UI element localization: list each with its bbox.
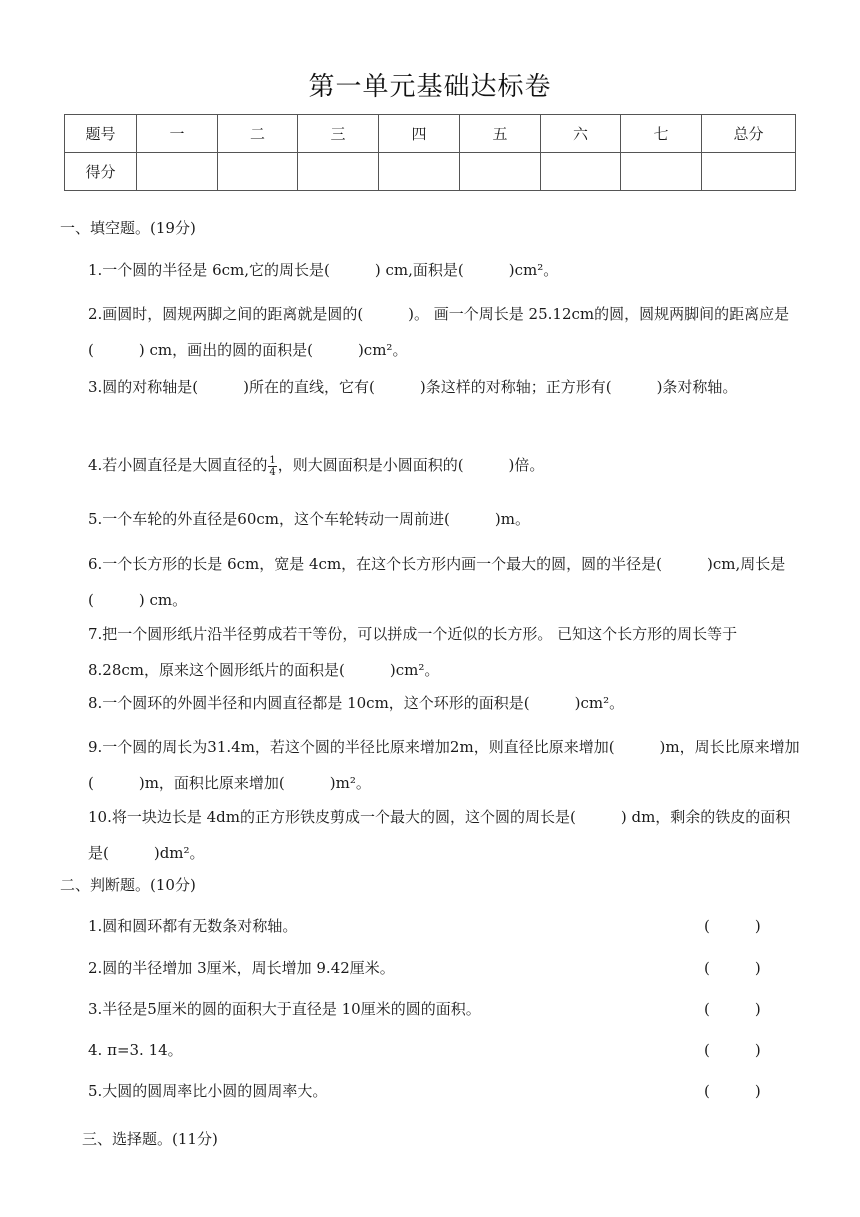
score-table-header-cell: 三 bbox=[298, 115, 379, 153]
score-table-header-cell: 题号 bbox=[65, 115, 137, 153]
question-7: 7.把一个圆形纸片沿半径剪成若干等份，可以拼成一个近似的长方形。 已知这个长方形的周长等于 8.28cm，原来这个圆形纸片的面积是( )cm²。 bbox=[88, 625, 738, 679]
tf-question-4: 4. π=3. 14。 bbox=[88, 1041, 183, 1059]
score-cell[interactable] bbox=[541, 153, 621, 191]
score-cell[interactable] bbox=[298, 153, 379, 191]
tf-answer-blank[interactable]: ( ) bbox=[704, 1082, 761, 1100]
section-heading-fill-in: 一、填空题。(19分) bbox=[60, 219, 196, 237]
score-cell[interactable] bbox=[460, 153, 541, 191]
score-table-score-row bbox=[65, 153, 796, 191]
score-table-header-cell: 六 bbox=[541, 115, 621, 153]
score-table-header-cell: 七 bbox=[621, 115, 702, 153]
question-10: 10.将一块边长是 4dm的正方形铁皮剪成一个最大的圆，这个圆的周长是( ) dm，剩余的铁皮的面积是( )dm²。 bbox=[88, 808, 791, 862]
score-cell[interactable] bbox=[702, 153, 796, 191]
tf-question-2: 2.圆的半径增加 3厘米，周长增加 9.42厘米。 bbox=[88, 959, 395, 977]
question-2: 2.画圆时，圆规两脚之间的距离就是圆的( )。 画一个周长是 25.12cm的圆，圆规两脚间的距离应是( ) cm，画出的圆的面积是( )cm²。 bbox=[88, 305, 790, 359]
tf-question-1: 1.圆和圆环都有无数条对称轴。 bbox=[88, 917, 298, 935]
question-9: 9.一个圆的周长为31.4m，若这个圆的半径比原来增加2m，则直径比原来增加( )m，周长比原来增加( )m，面积比原来增加( )m²。 bbox=[88, 738, 800, 792]
score-table-header-cell: 总分 bbox=[702, 115, 796, 153]
fraction-denominator: 4 bbox=[269, 466, 276, 478]
question-8: 8.一个圆环的外圆半径和内圆直径都是 10cm，这个环形的面积是( )cm²。 bbox=[88, 694, 625, 712]
tf-answer-blank[interactable]: ( ) bbox=[704, 1041, 761, 1059]
question-4-text-before: 4.若小圆直径是大圆直径的 bbox=[88, 456, 268, 474]
score-cell[interactable] bbox=[218, 153, 298, 191]
question-5: 5.一个车轮的外直径是60cm，这个车轮转动一周前进( )m。 bbox=[88, 510, 530, 528]
score-table-header-cell: 五 bbox=[460, 115, 541, 153]
question-4-text-after: ，则大圆面积是小圆面积的( )倍。 bbox=[277, 456, 545, 474]
section-heading-true-false: 二、判断题。(10分) bbox=[60, 876, 196, 894]
section-heading-multiple-choice: 三、选择题。(11分) bbox=[82, 1130, 218, 1148]
score-table-header-cell: 二 bbox=[218, 115, 298, 153]
tf-answer-blank[interactable]: ( ) bbox=[704, 959, 761, 977]
question-6: 6.一个长方形的长是 6cm，宽是 4cm，在这个长方形内画一个最大的圆，圆的半径是( )cm,周长是( ) cm。 bbox=[88, 555, 786, 609]
question-4 bbox=[88, 447, 804, 483]
tf-question-3: 3.半径是5厘米的圆的面积大于直径是 10厘米的圆的面积。 bbox=[88, 1000, 481, 1018]
score-table-header-cell: 一 bbox=[137, 115, 218, 153]
question-1: 1.一个圆的半径是 6cm,它的周长是( ) cm,面积是( )cm²。 bbox=[88, 261, 559, 279]
fraction-numerator: 1 bbox=[269, 454, 276, 466]
tf-question-5: 5.大圆的圆周率比小圆的圆周率大。 bbox=[88, 1082, 328, 1100]
fraction-one-quarter bbox=[268, 455, 276, 478]
score-table-header-row bbox=[65, 115, 796, 153]
score-cell[interactable] bbox=[379, 153, 460, 191]
tf-answer-blank[interactable]: ( ) bbox=[704, 917, 761, 935]
page-title: 第一单元基础达标卷 bbox=[308, 72, 552, 102]
score-table bbox=[64, 114, 796, 191]
score-cell[interactable] bbox=[621, 153, 702, 191]
tf-answer-blank[interactable]: ( ) bbox=[704, 1000, 761, 1018]
score-row-label: 得分 bbox=[65, 153, 137, 191]
question-3: 3.圆的对称轴是( )所在的直线，它有( )条这样的对称轴；正方形有( )条对称轴。 bbox=[88, 378, 738, 396]
score-table-header-cell: 四 bbox=[379, 115, 460, 153]
score-cell[interactable] bbox=[137, 153, 218, 191]
